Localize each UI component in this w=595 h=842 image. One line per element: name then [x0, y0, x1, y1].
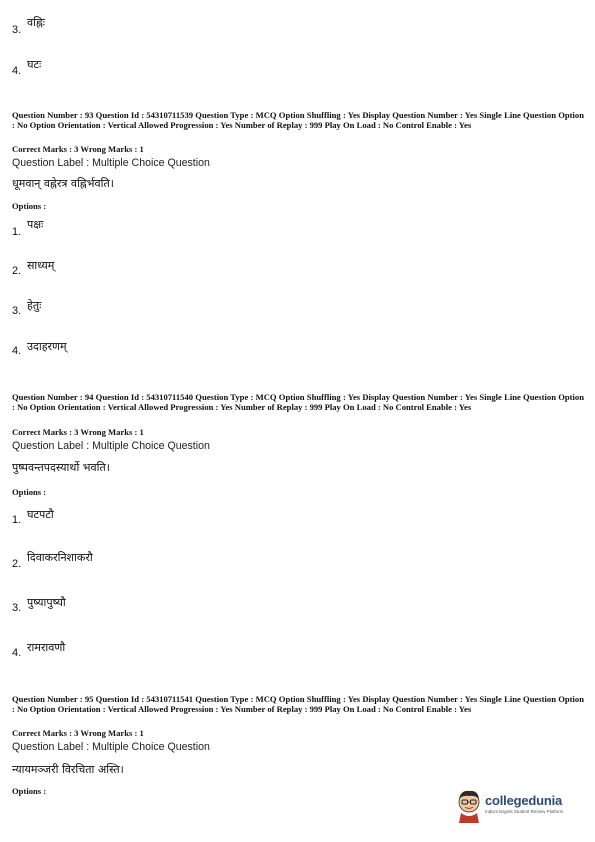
- question-94-options-heading: Options :: [12, 487, 47, 497]
- q94-option-4-number: 4.: [12, 647, 22, 659]
- q94-option-2-text[interactable]: दिवाकरनिशाकरौ: [27, 551, 93, 564]
- mascot-icon: [455, 789, 483, 823]
- collegedunia-logo: [455, 789, 575, 823]
- question-93-meta: Question Number : 93 Question Id : 54310711539 Question Type : MCQ Option Shuffling : Yes Display Question Number : Yes Single Line Question Option : No Option Orientation : Vertical Allowed Progression : Yes Number of Replay : 999 Play On Load : No Control Enable : Yes: [12, 110, 584, 130]
- question-94-marks: Correct Marks : 3 Wrong Marks : 1: [12, 427, 144, 437]
- question-93-text: धूमवान् वह्नेरत्र वह्निर्भवति।: [12, 177, 114, 190]
- q93-option-2-text[interactable]: साध्यम्: [27, 259, 55, 272]
- question-94-text: पुष्पवन्तपदस्यार्थो भवति।: [12, 461, 110, 474]
- question-94-meta: Question Number : 94 Question Id : 54310711540 Question Type : MCQ Option Shuffling : Yes Display Question Number : Yes Single Line Question Option : No Option Orientation : Vertical Allowed Progression : Yes Number of Replay : 999 Play On Load : No Control Enable : Yes: [12, 392, 584, 412]
- prev-option-3-text: वह्निः: [27, 16, 46, 29]
- q94-option-1-number: 1.: [12, 514, 22, 526]
- question-93-marks: Correct Marks : 3 Wrong Marks : 1: [12, 144, 144, 154]
- q94-option-3-number: 3.: [12, 602, 22, 614]
- q93-option-2-number: 2.: [12, 265, 22, 277]
- q94-option-2-number: 2.: [12, 558, 22, 570]
- q94-option-4-text[interactable]: रामरावणौ: [27, 641, 66, 654]
- question-95-marks: Correct Marks : 3 Wrong Marks : 1: [12, 728, 144, 738]
- prev-option-4-number: 4.: [12, 65, 22, 77]
- q93-option-1-number: 1.: [12, 226, 22, 238]
- question-94-label: Question Label : Multiple Choice Question: [12, 440, 210, 452]
- q93-option-3-number: 3.: [12, 305, 22, 317]
- q93-option-1-text[interactable]: पक्षः: [27, 218, 44, 231]
- question-95-label: Question Label : Multiple Choice Question: [12, 741, 210, 753]
- question-93-options-heading: Options :: [12, 201, 47, 211]
- q94-option-1-text[interactable]: घटपटौ: [27, 508, 54, 521]
- q93-option-4-number: 4.: [12, 345, 22, 357]
- prev-option-3-number: 3.: [12, 24, 22, 36]
- q93-option-4-text[interactable]: उदाहरणम्: [27, 340, 67, 353]
- question-95-options-heading: Options :: [12, 786, 47, 796]
- prev-option-4-text: घटः: [27, 58, 42, 71]
- question-93-label: Question Label : Multiple Choice Question: [12, 157, 210, 169]
- question-95-text: न्यायमञ्जरी विरचिता अस्ति।: [12, 763, 124, 776]
- q94-option-3-text[interactable]: पुष्यापुष्यौ: [27, 596, 66, 609]
- logo-tagline: India's largest Student Review Platform: [485, 809, 564, 814]
- logo-wordmark: collegedunia: [485, 793, 563, 808]
- q93-option-3-text[interactable]: हेतुः: [27, 299, 42, 312]
- question-95-meta: Question Number : 95 Question Id : 54310711541 Question Type : MCQ Option Shuffling : Yes Display Question Number : Yes Single Line Question Option : No Option Orientation : Vertical Allowed Progression : Yes Number of Replay : 999 Play On Load : No Control Enable : Yes: [12, 694, 584, 714]
